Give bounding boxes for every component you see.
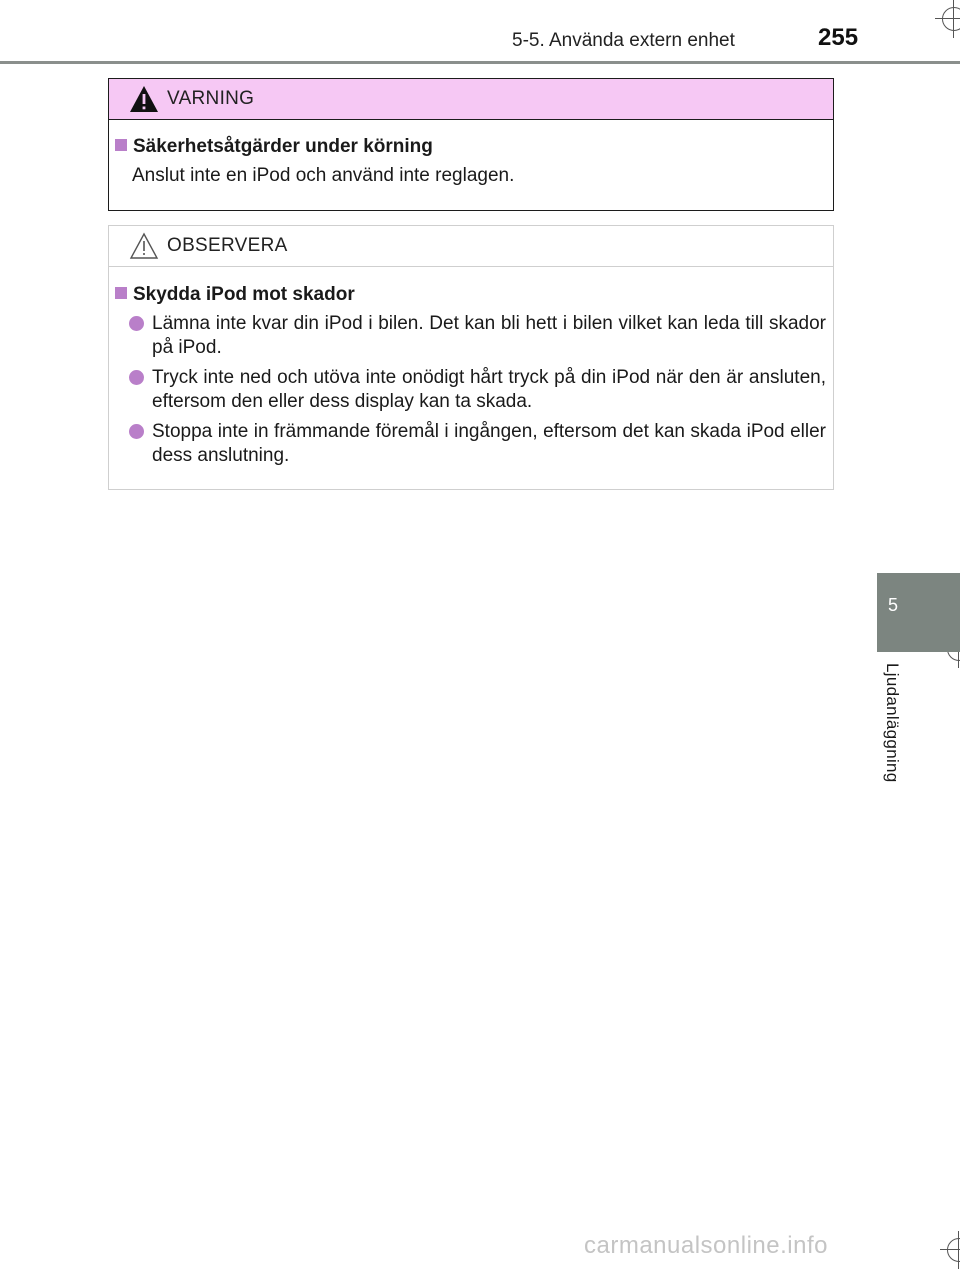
chapter-tab [877,573,960,652]
chapter-label: Ljudanläggning [883,663,902,783]
warning-section-title: Säkerhetsåtgärder under körning [115,136,433,158]
crop-mark-icon [942,7,960,31]
round-bullet-icon [129,424,144,439]
warning-label: VARNING [167,88,255,109]
header-rule [0,61,960,64]
watermark: carmanualsonline.info [584,1232,828,1259]
caution-triangle-outline-icon [129,232,159,260]
round-bullet-icon [129,316,144,331]
square-bullet-icon [115,287,127,299]
warning-header [109,79,833,120]
notice-header [109,226,833,267]
square-bullet-icon [115,139,127,151]
round-bullet-icon [129,370,144,385]
notice-section-title: Skydda iPod mot skador [115,284,355,306]
warning-box [108,78,834,211]
crop-mark-icon [947,1238,960,1262]
page-header [0,0,960,64]
list-item: Lämna inte kvar din iPod i bilen. Det kan bli hett i bilen vilket kan leda till skador på iPod. [129,312,826,360]
warning-text: Anslut inte en iPod och använd inte reglagen. [132,165,515,186]
warning-triangle-icon [129,85,159,113]
page-number: 255 [818,24,859,51]
chapter-number: 5 [887,595,898,615]
notice-label: OBSERVERA [167,235,288,256]
list-item: Tryck inte ned och utöva inte onödigt hårt tryck på din iPod när den är ansluten, eftersom den eller dess display kan ta skada. [129,366,826,414]
notice-box [108,225,834,490]
list-item: Stoppa inte in främmande föremål i ingången, eftersom det kan skada iPod eller dess anslutning. [129,420,826,468]
section-title: 5-5. Använda extern enhet [512,30,735,51]
